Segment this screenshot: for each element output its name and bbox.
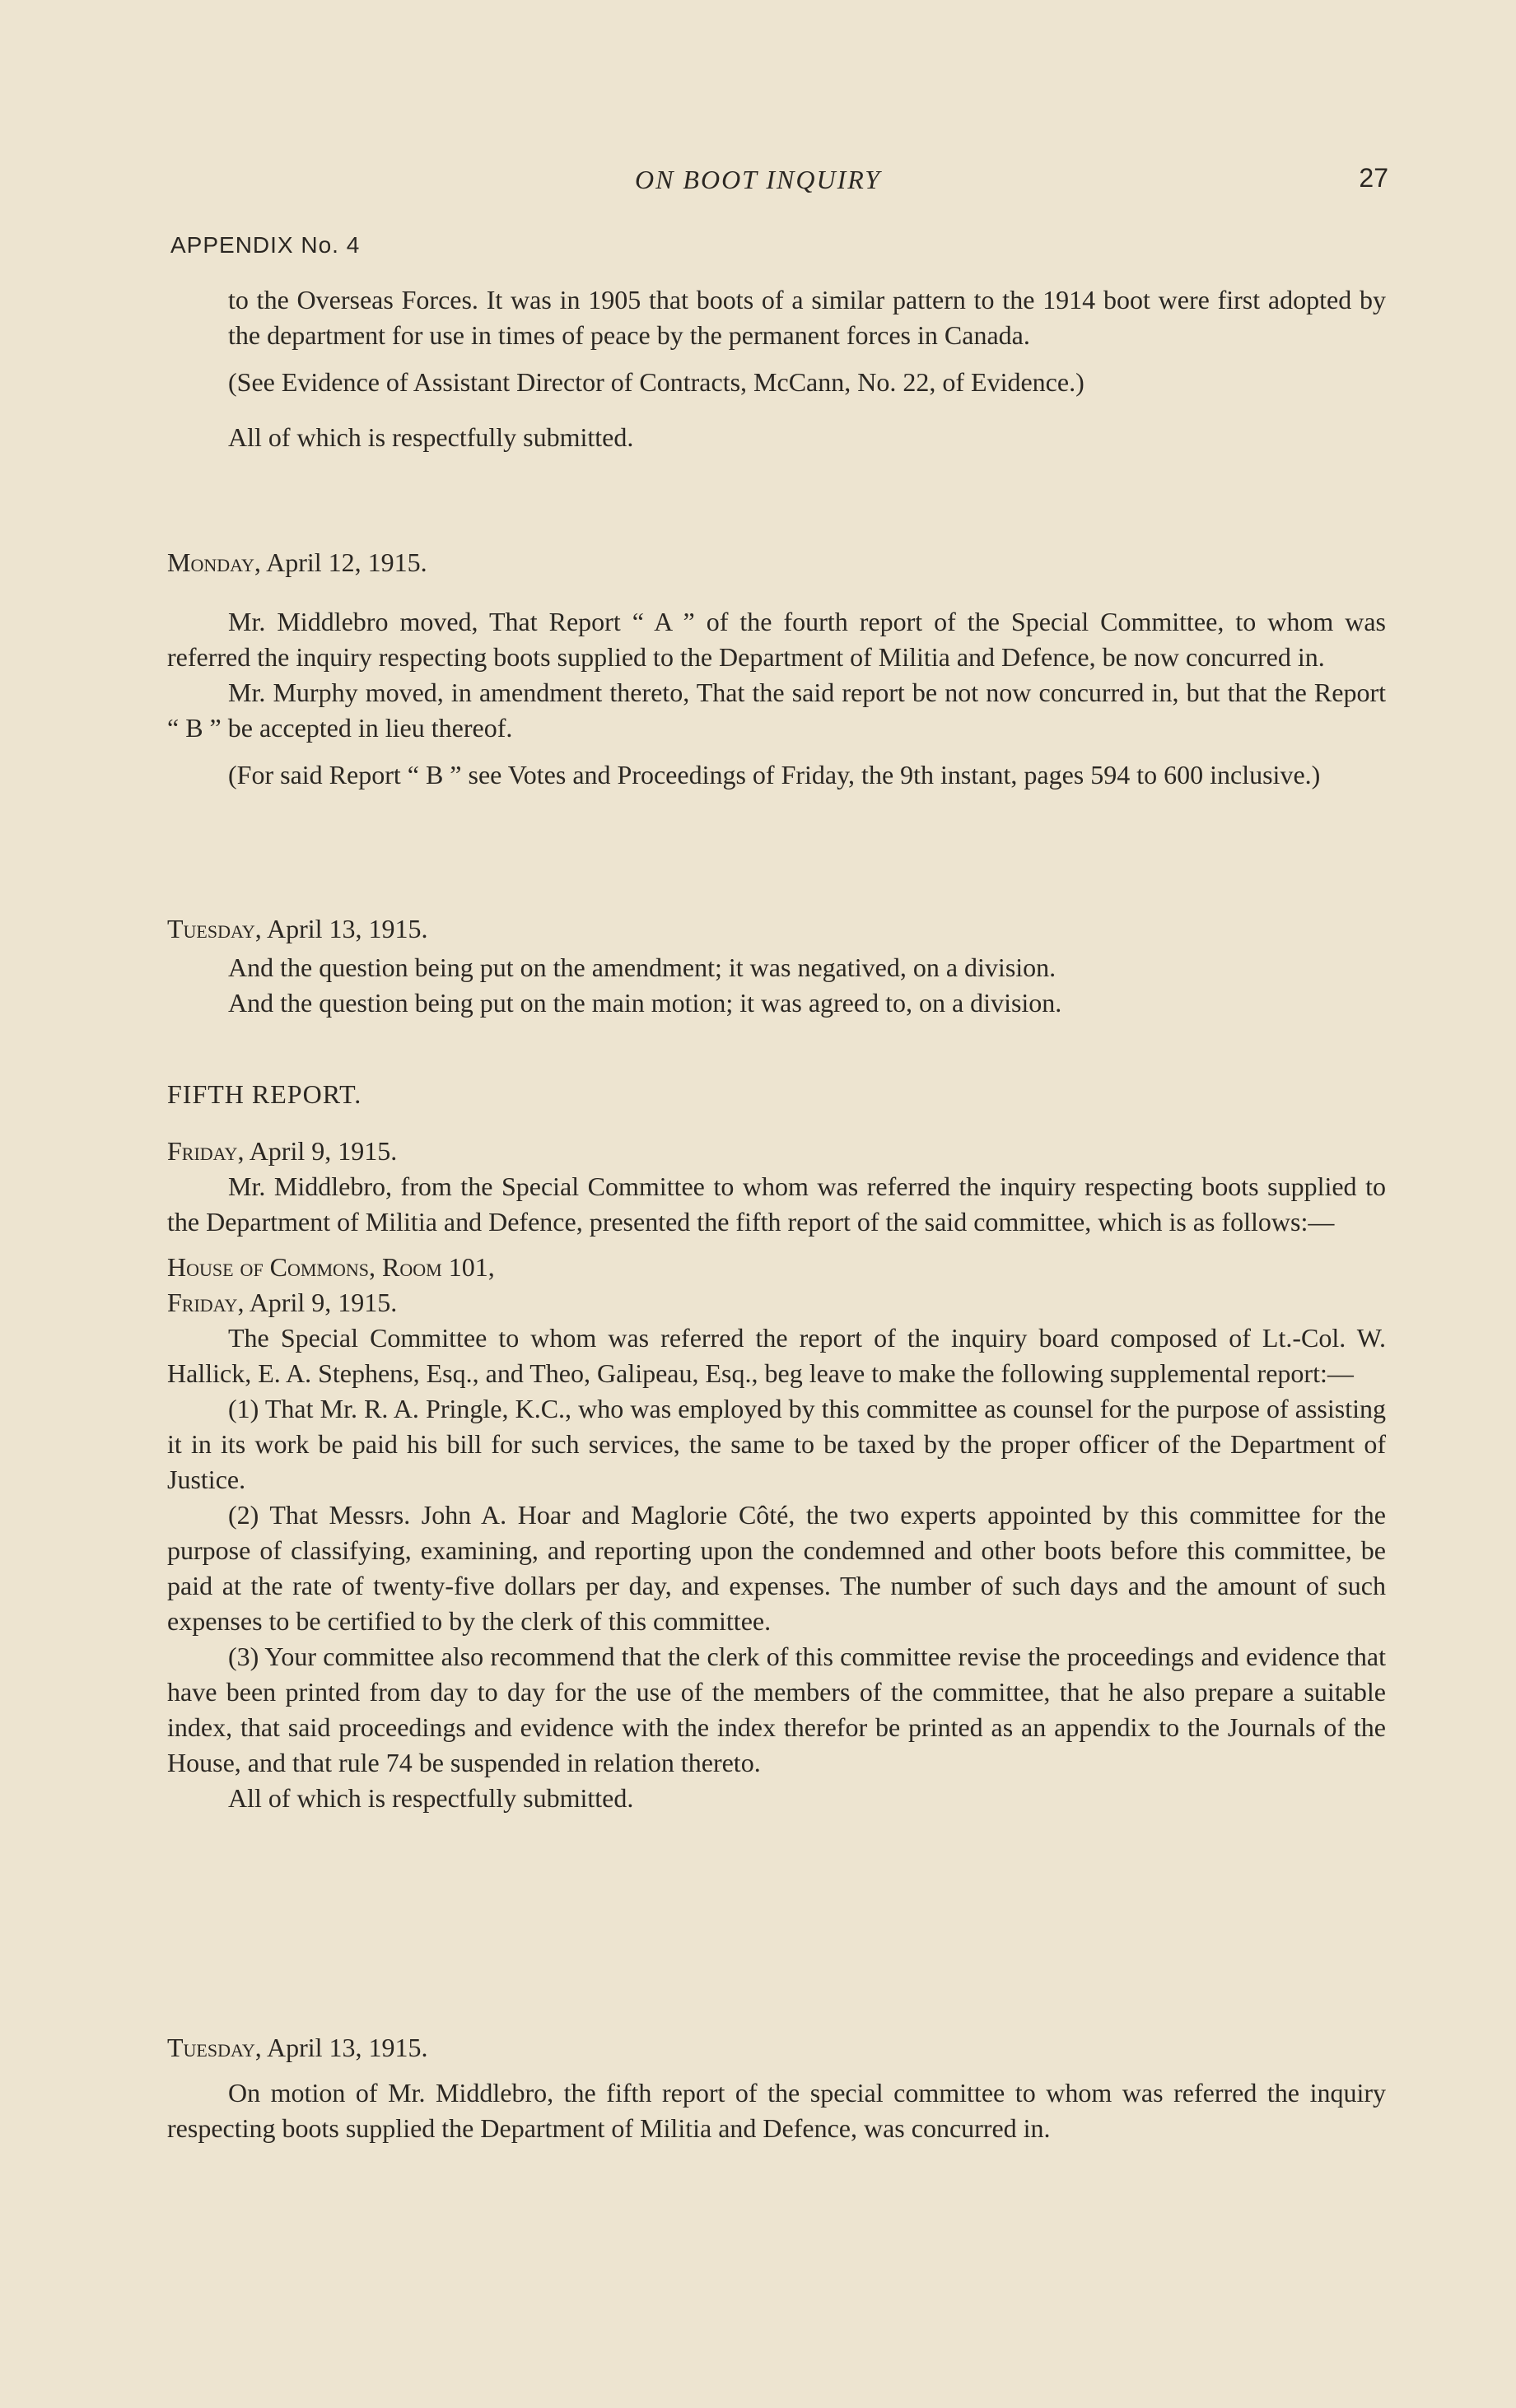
fifth-report-heading: FIFTH REPORT. (167, 1079, 362, 1109)
tuesday-date (167, 911, 1386, 947)
submitted-line: All of which is respectfully submitted. (228, 422, 634, 452)
monday-date (167, 545, 1386, 580)
middlebro-motion: Mr. Middlebro moved, That Report “ A ” of the fourth report of the Special Committee, to whom was referred the inquiry respecting boots supplied to the Department of Militia and Defence, be now concurred in. (167, 607, 1386, 672)
final-date (167, 2030, 1386, 2066)
date-rest: , April 12, 1915. (254, 547, 427, 577)
date-rest: , April 13, 1915. (254, 2033, 428, 2062)
fifth-report-intro: Mr. Middlebro, from the Special Committee to whom was referred the inquiry respecting boots supplied to the Department of Militia and Defence, presented the fifth report of the said committee, which is as follows:— (167, 1171, 1386, 1237)
date-rest: , April 9, 1915. (237, 1288, 398, 1317)
report-item-3: (3) Your committee also recommend that the clerk of this committee revise the proceedings and evidence that have been printed from day to day for the use of the members of the committee, that he also prepare a suitable index, that said proceedings and evidence with the index therefor be printed as an appendix to the Journals of the House, and that rule 74 be suspended in relation thereto. (167, 1642, 1386, 1777)
place-text: House of Commons, Room 101, (167, 1252, 495, 1282)
report-submitted-line: All of which is respectfully submitted. (228, 1783, 634, 1813)
date-day: Friday (167, 1136, 238, 1166)
continuation-section (167, 282, 1386, 455)
place-date (167, 1285, 1386, 1320)
tuesday-section (167, 911, 1386, 1021)
monday-section (167, 545, 1386, 793)
murphy-amendment: Mr. Murphy moved, in amendment thereto, That the said report be not now concurred in, but that the Report “ B ” be accepted in lieu thereof. (167, 678, 1386, 743)
place-line (167, 1250, 1386, 1285)
report-body-intro: The Special Committee to whom was referred the report of the inquiry board composed of Lt.-Col. W. Hallick, E. A. Stephens, Esq., and Theo, Galipeau, Esq., beg leave to make the following supplemental report:— (167, 1323, 1386, 1388)
report-b-note: (For said Report “ B ” see Votes and Proceedings of Friday, the 9th instant, pages 594 to 600 inclusive.) (228, 760, 1321, 789)
running-title: ON BOOT INQUIRY (634, 165, 882, 194)
final-section (167, 2030, 1386, 2146)
continuation-paragraph: to the Overseas Forces. It was in 1905 that boots of a similar pattern to the 1914 boot were first adopted by the department for use in times of peace by the permanent forces in Canada. (228, 285, 1386, 350)
date-day: Monday (167, 547, 254, 577)
date-day: Tuesday (167, 914, 255, 943)
date-day: Friday (167, 1288, 238, 1317)
fifth-report-section (167, 1077, 1386, 1816)
main-motion-result: And the question being put on the main motion; it was agreed to, on a division. (228, 988, 1062, 1018)
report-item-2: (2) That Messrs. John A. Hoar and Maglorie Côté, the two experts appointed by this committee for the purpose of classifying, examining, and reporting upon the condemned and other boots before this committee, be paid at the rate of twenty-five dollars per day, and expenses. The number of such days and the amount of such expenses to be certified to by the clerk of this committee. (167, 1500, 1386, 1636)
fifth-report-date (167, 1134, 1386, 1169)
report-item-1: (1) That Mr. R. A. Pringle, K.C., who was employed by this committee as counsel for the purpose of assisting it in its work be paid his bill for such services, the same to be taxed by the proper officer of the Department of Justice. (167, 1394, 1386, 1494)
appendix-label: APPENDIX No. 4 (170, 232, 361, 258)
concurrence-paragraph: On motion of Mr. Middlebro, the fifth report of the special committee to whom was referred the inquiry respecting boots supplied the Department of Militia and Defence, was concurred in. (167, 2078, 1386, 2143)
page-number: 27 (1359, 163, 1388, 193)
date-day: Tuesday (167, 2033, 255, 2062)
date-rest: , April 9, 1915. (237, 1136, 398, 1166)
evidence-note: (See Evidence of Assistant Director of Contracts, McCann, No. 22, of Evidence.) (228, 367, 1085, 397)
amendment-result: And the question being put on the amendment; it was negatived, on a division. (228, 952, 1057, 982)
date-rest: , April 13, 1915. (254, 914, 428, 943)
